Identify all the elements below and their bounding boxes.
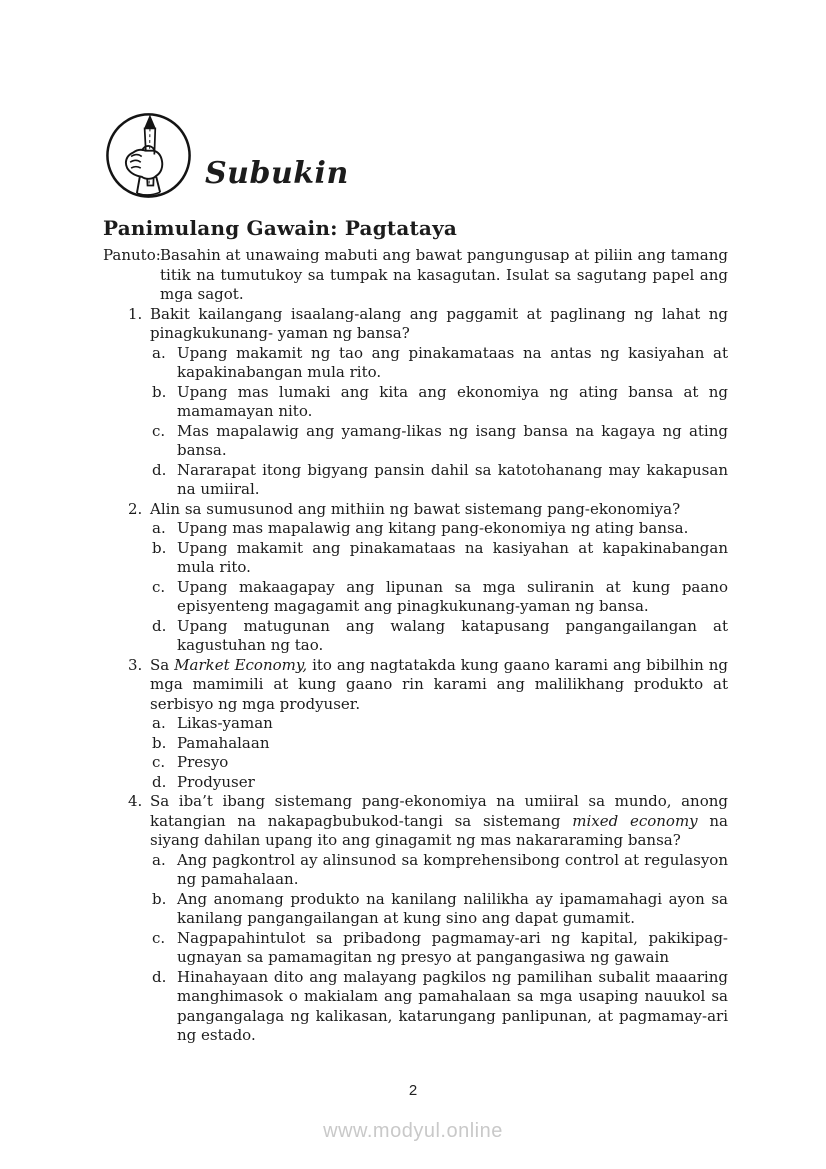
question-item [128,305,728,500]
option-letter: c. [152,577,166,596]
question-body [150,656,728,793]
option-text: Ang pagkontrol ay alinsunod sa komprehensibong control at regulasyon ng pamahalaan. [177,850,728,888]
instructions-text: Basahin at unawaing mabuti ang bawat pangungusap at piliin ang tamang titik na tumutukoy sa tumpak na kasagutan. Isulat sa sagutang papel ang mga sagot. [160,246,728,303]
answer-option [152,344,728,383]
answer-option [152,383,728,422]
question-number: 2. [128,499,143,518]
answer-option [152,890,728,929]
pencil-hand-icon [105,112,192,199]
question-number: 1. [128,304,143,323]
answer-option [152,714,728,734]
option-letter: c. [152,928,166,947]
instructions [103,246,728,305]
option-text: Upang makaagapay ang lipunan sa mga suliranin at kung paano episyenteng magagamit ang pinagkukunang-yaman ng bansa. [177,577,728,615]
instructions-label: Panuto: [103,246,161,264]
answer-option [152,461,728,500]
answer-option [152,422,728,461]
question-number: 4. [128,792,143,810]
option-text: Nagpapahintulot sa pribadong pagmamay-ari ng kapital, pakikipag-ugnayan sa pamamagitan ng presyo at pangangasiwa ng gawain [177,928,728,966]
question-text-segment: ito ang nagtatakda kung gaano karami ang bibilhin ng mga mamimili at kung gaano rin karami ang malilikhang produkto at serbisyo ng mga prodyuser. [150,655,729,713]
answer-option [152,773,728,793]
watermark: www.modyul.online [323,1120,503,1142]
option-text: Prodyuser [177,772,255,791]
option-letter: d. [152,616,167,635]
option-text: Upang matugunan ang walang katapusang pangangailangan at kagustuhan ng tao. [177,616,728,654]
question-item [128,792,728,1046]
option-text: Mas mapalawig ang yamang-likas ng isang bansa na kagaya ng ating bansa. [177,421,728,459]
option-letter: b. [152,382,167,401]
answer-option [152,929,728,968]
option-text: Pamahalaan [177,733,270,752]
answer-options [150,344,728,500]
question-text [150,656,728,715]
question-body [150,792,728,1046]
option-text: Upang mas lumaki ang kita ang ekonomiya ng ating bansa at ng mamamayan nito. [177,382,728,420]
option-text: Upang makamit ng tao ang pinakamataas na antas ng kasiyahan at kapakinabangan mula rito. [177,343,728,381]
page-number: 2 [408,1082,418,1099]
option-text: Presyo [177,753,229,771]
option-letter: d. [152,967,167,986]
answer-option [152,519,728,539]
answer-option [152,539,728,578]
option-text: Upang makamit ang pinakamataas na kasiyahan at kapakinabangan mula rito. [177,538,728,576]
option-letter: d. [152,772,167,791]
section-title: Subukin [205,156,349,191]
option-letter: b. [152,889,167,908]
answer-option [152,617,728,656]
question-text [150,500,728,520]
answer-option [152,851,728,890]
option-letter: b. [152,733,167,752]
question-text-segment: Market Economy, [174,655,308,674]
option-letter: a. [152,519,166,537]
answer-options [150,851,728,1046]
option-text: Likas-yaman [177,714,273,732]
answer-option [152,753,728,773]
option-letter: d. [152,460,167,479]
question-text [150,792,728,851]
question-text-segment: na siyang dahilan upang ito ang ginagamit ng mas nakararaming bansa? [150,811,728,849]
option-letter: b. [152,538,167,557]
option-letter: a. [152,850,166,869]
option-letter: c. [152,421,166,440]
answer-option [152,578,728,617]
question-text [150,305,728,344]
option-text: Ang anomang produkto na kanilang nalilikha ay ipamamahagi ayon sa kanilang pangangailangan at kung sino ang dapat gumamit. [177,889,728,927]
question-text-segment: mixed economy [572,811,698,830]
question-text-segment: Alin sa sumusunod ang mithiin ng bawat sistemang pang-ekonomiya? [150,499,681,518]
question-number: 3. [128,655,143,674]
option-letter: a. [152,343,166,362]
section-header [103,112,728,199]
answer-options [150,519,728,656]
answer-option [152,968,728,1046]
question-text-segment: Sa iba’t ibang sistemang pang-ekonomiya na umiiral sa mundo, anong katangian na nakapagbubukod-tangi sa sistemang [150,792,728,830]
question-text-segment: Sa [150,655,175,674]
question-body [150,500,728,656]
option-letter: a. [152,714,166,732]
question-item [128,656,728,793]
page-content [103,112,728,1046]
page-title: Panimulang Gawain: Pagtataya [103,216,458,240]
question-text-segment: Bakit kailangang isaalang-alang ang paggamit at paglinang ng lahat ng pinagkukunang- yaman ng bansa? [150,304,728,342]
question-list [103,305,728,1046]
question-item [128,500,728,656]
option-text: Nararapat itong bigyang pansin dahil sa katotohanang may kakapusan na umiiral. [177,460,728,498]
question-body [150,305,728,500]
answer-options [150,714,728,792]
option-text: Upang mas mapalawig ang kitang pang-ekonomiya ng ating bansa. [177,519,689,537]
option-letter: c. [152,753,166,771]
answer-option [152,734,728,754]
option-text: Hinahayaan dito ang malayang pagkilos ng pamilihan subalit maaaring manghimasok o makialam ang pamahalaan sa mga usaping nauukol sa pangangalaga ng kalikasan, katarungang panlipunan, at pagmamay-ari ng estado. [177,967,728,1044]
